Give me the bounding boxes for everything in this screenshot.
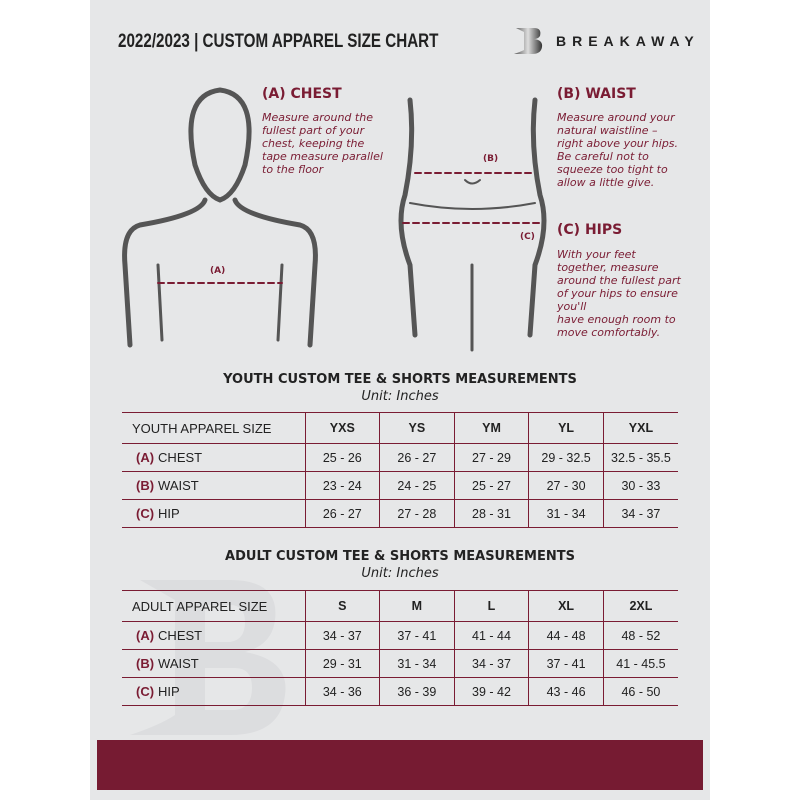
text-line: With your feet	[557, 248, 636, 261]
table-cell: 25 - 27	[454, 472, 529, 500]
table-cell: 26 - 27	[380, 444, 455, 472]
row-letter: (C)	[136, 684, 155, 699]
row-label	[122, 678, 305, 706]
row-letter: (B)	[136, 656, 155, 671]
waist-description	[557, 111, 678, 189]
size-label-header: YOUTH APPAREL SIZE	[122, 413, 305, 444]
row-name: WAIST	[158, 656, 199, 671]
table-cell: 32.5 - 35.5	[603, 444, 678, 472]
size-header: YM	[454, 413, 529, 444]
chest-description	[262, 111, 383, 176]
text-line: to the floor	[262, 163, 324, 176]
row-letter: (B)	[136, 478, 155, 493]
brand-name: BREAKAWAY	[556, 33, 700, 49]
row-name: CHEST	[158, 628, 203, 643]
table-cell: 27 - 29	[454, 444, 529, 472]
size-header: L	[454, 591, 529, 622]
table-cell: 28 - 31	[454, 500, 529, 528]
hips-marker: (C)	[520, 232, 535, 242]
table-row	[122, 678, 678, 706]
text-line: Measure around your	[557, 111, 675, 124]
table-cell: 41 - 44	[454, 622, 529, 650]
text-line: of your hips to ensure	[557, 287, 678, 300]
row-label	[122, 622, 305, 650]
adult-title: ADULT CUSTOM TEE & SHORTS MEASUREMENTS	[225, 549, 575, 564]
text-line: squeeze too tight to	[557, 163, 668, 176]
size-header: YS	[380, 413, 455, 444]
table-cell: 26 - 27	[305, 500, 380, 528]
adult-unit: Unit: Inches	[361, 566, 439, 581]
text-line: around the fullest part	[557, 274, 681, 287]
table-cell: 29 - 32.5	[529, 444, 604, 472]
size-header: M	[380, 591, 455, 622]
table-cell: 27 - 30	[529, 472, 604, 500]
table-cell: 23 - 24	[305, 472, 380, 500]
text-line: allow a little give.	[557, 176, 655, 189]
size-header: S	[305, 591, 380, 622]
table-cell: 34 - 37	[454, 650, 529, 678]
table-row	[122, 444, 678, 472]
table-cell: 44 - 48	[529, 622, 604, 650]
table-cell: 37 - 41	[529, 650, 604, 678]
waist-heading: (B) WAIST	[557, 86, 636, 102]
table-cell: 34 - 37	[305, 622, 380, 650]
row-letter: (A)	[136, 628, 155, 643]
youth-size-table	[122, 412, 678, 528]
row-letter: (C)	[136, 506, 155, 521]
text-line: chest, keeping the	[262, 137, 365, 150]
hips-heading: (C) HIPS	[557, 222, 623, 238]
text-line: have enough room to	[557, 313, 676, 326]
table-row	[122, 500, 678, 528]
waist-marker: (B)	[483, 154, 499, 164]
table-cell: 37 - 41	[380, 622, 455, 650]
table-cell: 34 - 36	[305, 678, 380, 706]
text-line: natural waistline –	[557, 124, 658, 137]
table-row	[122, 622, 678, 650]
table-row	[122, 472, 678, 500]
row-letter: (A)	[136, 450, 155, 465]
table-cell: 31 - 34	[380, 650, 455, 678]
table-cell: 36 - 39	[380, 678, 455, 706]
table-cell: 43 - 46	[529, 678, 604, 706]
footer-bar	[97, 740, 703, 790]
table-cell: 41 - 45.5	[603, 650, 678, 678]
size-header: XL	[529, 591, 604, 622]
text-line: fullest part of your	[262, 124, 365, 137]
text-line: you'll	[557, 300, 587, 313]
row-label	[122, 650, 305, 678]
text-line: tape measure parallel	[262, 150, 383, 163]
size-label-header: ADULT APPAREL SIZE	[122, 591, 305, 622]
row-name: HIP	[158, 506, 180, 521]
row-name: WAIST	[158, 478, 199, 493]
table-cell: 34 - 37	[603, 500, 678, 528]
row-label	[122, 472, 305, 500]
table-cell: 48 - 52	[603, 622, 678, 650]
table-header-row	[122, 413, 678, 444]
table-cell: 30 - 33	[603, 472, 678, 500]
table-header-row	[122, 591, 678, 622]
text-line: Measure around the	[262, 111, 373, 124]
table-cell: 39 - 42	[454, 678, 529, 706]
youth-unit: Unit: Inches	[361, 389, 439, 404]
row-name: HIP	[158, 684, 180, 699]
brand-logo-icon	[512, 24, 546, 56]
row-label	[122, 444, 305, 472]
table-cell: 25 - 26	[305, 444, 380, 472]
table-cell: 27 - 28	[380, 500, 455, 528]
adult-size-table	[122, 590, 678, 706]
text-line: together, measure	[557, 261, 659, 274]
text-line: move comfortably.	[557, 326, 661, 339]
hips-description	[557, 248, 681, 339]
size-header: YL	[529, 413, 604, 444]
text-line: Be careful not to	[557, 150, 649, 163]
size-header: YXL	[603, 413, 678, 444]
row-name: CHEST	[158, 450, 203, 465]
youth-title: YOUTH CUSTOM TEE & SHORTS MEASUREMENTS	[223, 372, 577, 387]
page-title: 2022/2023 | CUSTOM APPAREL SIZE CHART	[118, 31, 439, 52]
chest-marker: (A)	[210, 266, 226, 276]
table-cell: 29 - 31	[305, 650, 380, 678]
chest-heading: (A) CHEST	[262, 86, 342, 102]
row-label	[122, 500, 305, 528]
size-header: 2XL	[603, 591, 678, 622]
table-cell: 24 - 25	[380, 472, 455, 500]
table-cell: 46 - 50	[603, 678, 678, 706]
text-line: right above your hips.	[557, 137, 679, 150]
size-header: YXS	[305, 413, 380, 444]
table-row	[122, 650, 678, 678]
table-cell: 31 - 34	[529, 500, 604, 528]
